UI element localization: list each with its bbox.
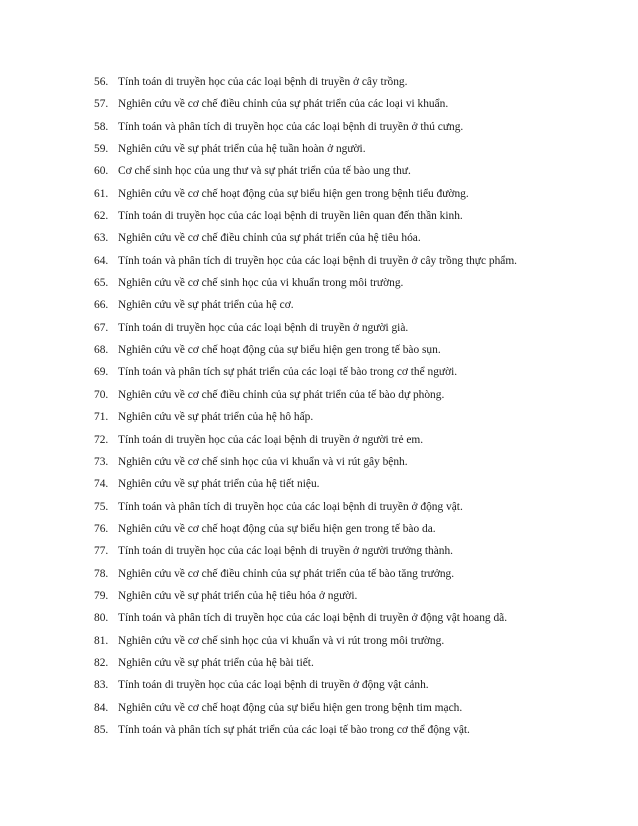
list-item (94, 364, 614, 386)
list-item-number: 80. (94, 612, 109, 625)
list-item (94, 119, 614, 141)
list-item-text: Nghiên cứu về cơ chế điều chỉnh của sự phát triển của các loại vi khuẩn. (118, 98, 449, 111)
list-item-number: 85. (94, 723, 109, 736)
list-item-text: Nghiên cứu về sự phát triển của hệ cơ. (118, 299, 294, 312)
list-item-text: Nghiên cứu về sự phát triển của hệ bài tiết. (118, 656, 314, 669)
list-item (94, 320, 614, 342)
list-item-number: 59. (94, 143, 109, 156)
list-item (94, 230, 614, 252)
list-item (94, 432, 614, 454)
list-item-number: 83. (94, 679, 109, 692)
list-item (94, 521, 614, 543)
list-item-number: 60. (94, 165, 109, 178)
list-item-number: 82. (94, 656, 109, 669)
list-item-text: Tính toán di truyền học của các loại bệnh di truyền ở người trẻ em. (118, 433, 424, 446)
list-item (94, 96, 614, 118)
list-item-text: Tính toán và phân tích sự phát triển của các loại tế bào trong cơ thể động vật. (118, 723, 470, 736)
list-item-number: 67. (94, 321, 109, 334)
list-item-text: Tính toán di truyền học của các loại bệnh di truyền ở người trưởng thành. (118, 545, 454, 558)
list-item (94, 655, 614, 677)
list-item-text: Nghiên cứu về cơ chế hoạt động của sự biểu hiện gen trong tế bào sụn. (118, 344, 441, 357)
list-item-text: Tính toán và phân tích di truyền học của các loại bệnh di truyền ở động vật hoang dã. (118, 612, 508, 625)
list-item-text: Nghiên cứu về cơ chế điều chỉnh của sự phát triển của hệ tiêu hóa. (118, 232, 421, 245)
list-item-number: 71. (94, 411, 109, 424)
list-item-number: 62. (94, 210, 109, 223)
list-item (94, 588, 614, 610)
list-item (94, 499, 614, 521)
list-item (94, 74, 614, 96)
list-item-number: 66. (94, 299, 109, 312)
list-item-number: 84. (94, 701, 109, 714)
list-item (94, 633, 614, 655)
list-item-number: 65. (94, 277, 109, 290)
list-item-text: Tính toán di truyền học của các loại bệnh di truyền ở cây trồng. (118, 76, 408, 88)
list-item-number: 77. (94, 545, 109, 558)
list-item-text: Tính toán và phân tích di truyền học của các loại bệnh di truyền ở cây trồng thực phẩm. (118, 254, 518, 267)
list-item (94, 566, 614, 588)
list-item-text: Tính toán và phân tích di truyền học của các loại bệnh di truyền ở động vật. (118, 500, 463, 513)
list-item-text: Nghiên cứu về cơ chế sinh học của vi khuẩn trong môi trường. (118, 277, 404, 290)
list-item-number: 58. (94, 120, 109, 133)
list-item-number: 70. (94, 388, 109, 401)
list-item-number: 79. (94, 589, 109, 602)
list-item-number: 64. (94, 254, 109, 267)
list-item (94, 700, 614, 722)
list-item (94, 163, 614, 185)
list-item-text: Nghiên cứu về cơ chế điều chỉnh của sự phát triển của tế bào tăng trưởng. (118, 567, 455, 580)
list-item-text: Nghiên cứu về cơ chế điều chỉnh của sự phát triển của tế bào dự phòng. (118, 388, 445, 401)
list-item-text: Tính toán di truyền học của các loại bệnh di truyền ở động vật cảnh. (118, 679, 429, 692)
list-item-number: 81. (94, 634, 109, 647)
list-item-number: 69. (94, 366, 109, 379)
list-item-number: 63. (94, 232, 109, 245)
list-item (94, 722, 614, 744)
list-item-number: 78. (94, 567, 109, 580)
list-item-text: Tính toán và phân tích sự phát triển của các loại tế bào trong cơ thể người. (118, 366, 458, 379)
list-item-text: Nghiên cứu về sự phát triển của hệ hô hấp. (118, 411, 314, 424)
list-item (94, 387, 614, 409)
list-item (94, 208, 614, 230)
list-item (94, 476, 614, 498)
list-item-number: 56. (94, 76, 109, 88)
list-item-text: Nghiên cứu về cơ chế sinh học của vi khuẩn và vi rút gây bệnh. (118, 455, 408, 468)
list-item (94, 141, 614, 163)
list-item-number: 68. (94, 344, 109, 357)
list-item (94, 610, 614, 632)
list-item-text: Nghiên cứu về sự phát triển của hệ tiêu hóa ở người. (118, 589, 358, 602)
list-item-number: 75. (94, 500, 109, 513)
numbered-list (94, 74, 614, 744)
list-item (94, 186, 614, 208)
list-item-number: 74. (94, 478, 109, 491)
list-item-number: 73. (94, 455, 109, 468)
list-item (94, 677, 614, 699)
list-item (94, 409, 614, 431)
list-item-number: 61. (94, 187, 109, 200)
list-item (94, 253, 614, 275)
list-item-text: Cơ chế sinh học của ung thư và sự phát triển của tế bào ung thư. (118, 165, 411, 178)
list-item (94, 297, 614, 319)
list-item-text: Nghiên cứu về cơ chế hoạt động của sự biểu hiện gen trong tế bào da. (118, 522, 436, 535)
list-item-number: 72. (94, 433, 109, 446)
list-item (94, 454, 614, 476)
list-item (94, 275, 614, 297)
list-item (94, 342, 614, 364)
list-item-text: Nghiên cứu về cơ chế hoạt động của sự biểu hiện gen trong bệnh tiểu đường. (118, 187, 469, 200)
list-item-text: Tính toán di truyền học của các loại bệnh di truyền ở người già. (118, 321, 409, 334)
list-item-text: Nghiên cứu về sự phát triển của hệ tiết niệu. (118, 478, 320, 491)
list-item-text: Nghiên cứu về sự phát triển của hệ tuần hoàn ở người. (118, 143, 366, 156)
list-item-text: Nghiên cứu về cơ chế sinh học của vi khuẩn và vi rút trong môi trường. (118, 634, 445, 647)
list-item-number: 76. (94, 522, 109, 535)
list-item-text: Tính toán di truyền học của các loại bệnh di truyền liên quan đến thần kinh. (118, 210, 463, 223)
list-item-text: Nghiên cứu về cơ chế hoạt động của sự biểu hiện gen trong bệnh tim mạch. (118, 701, 463, 714)
list-item (94, 543, 614, 565)
list-item-text: Tính toán và phân tích di truyền học của các loại bệnh di truyền ở thú cưng. (118, 120, 464, 133)
list-item-number: 57. (94, 98, 109, 111)
